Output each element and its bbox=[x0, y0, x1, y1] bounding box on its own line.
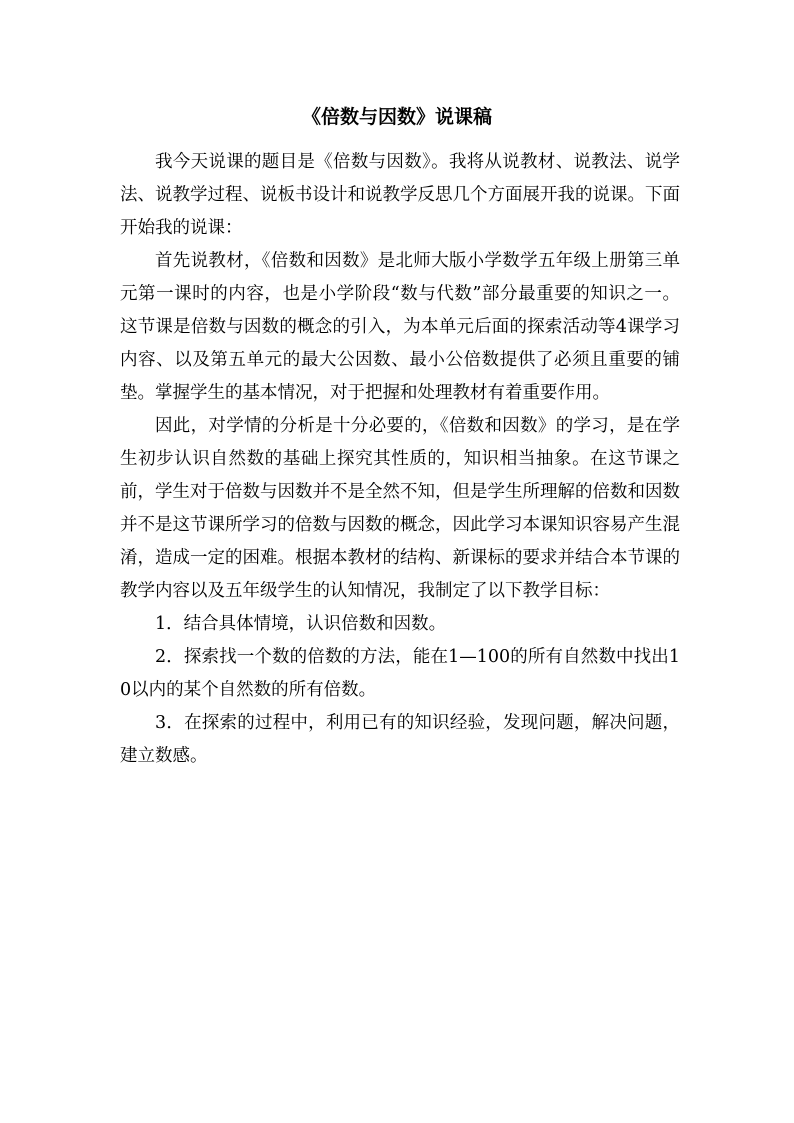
objective-3: 3．在探索的过程中，利用已有的知识经验，发现问题，解决问题，建立数感。 bbox=[120, 713, 680, 766]
document-body bbox=[120, 146, 680, 773]
paragraph-student-analysis: 因此，对学情的分析是十分必要的，《倍数和因数》的学习，是在学生初步认识自然数的基础上探究其性质的，知识相当抽象。在这节课之前，学生对于倍数与因数并不是全然不知，但是学生所理解的倍数和因数并不是这节课所学习的倍数与因数的概念，因此学习本课知识容易产生混淆，造成一定的困难。根据本教材的结构、新课标的要求并结合本节课的教学内容以及五年级学生的认知情况，我制定了以下教学目标： bbox=[120, 416, 680, 601]
document-title: 《倍数与因数》说课稿 bbox=[301, 106, 492, 128]
paragraph-intro: 我今天说课的题目是《倍数与因数》。我将从说教材、说教法、说学法、说教学过程、说板书设计和说教学反思几个方面展开我的说课。下面开始我的说课： bbox=[120, 152, 680, 238]
paragraph-textbook: 首先说教材，《倍数和因数》是北师大版小学数学五年级上册第三单元第一课时的内容，也是小学阶段“数与代数”部分最重要的知识之一。这节课是倍数与因数的概念的引入，为本单元后面的探索活动等4课学习内容、以及第五单元的最大公因数、最小公倍数提供了必须且重要的铺垫。掌握学生的基本情况，对于把握和处理教材有着重要作用。 bbox=[120, 251, 680, 403]
objective-2: 2．探索找一个数的倍数的方法，能在1—100的所有自然数中找出10以内的某个自然数的所有倍数。 bbox=[120, 647, 680, 700]
objective-1: 1．结合具体情境，认识倍数和因数。 bbox=[155, 614, 447, 634]
